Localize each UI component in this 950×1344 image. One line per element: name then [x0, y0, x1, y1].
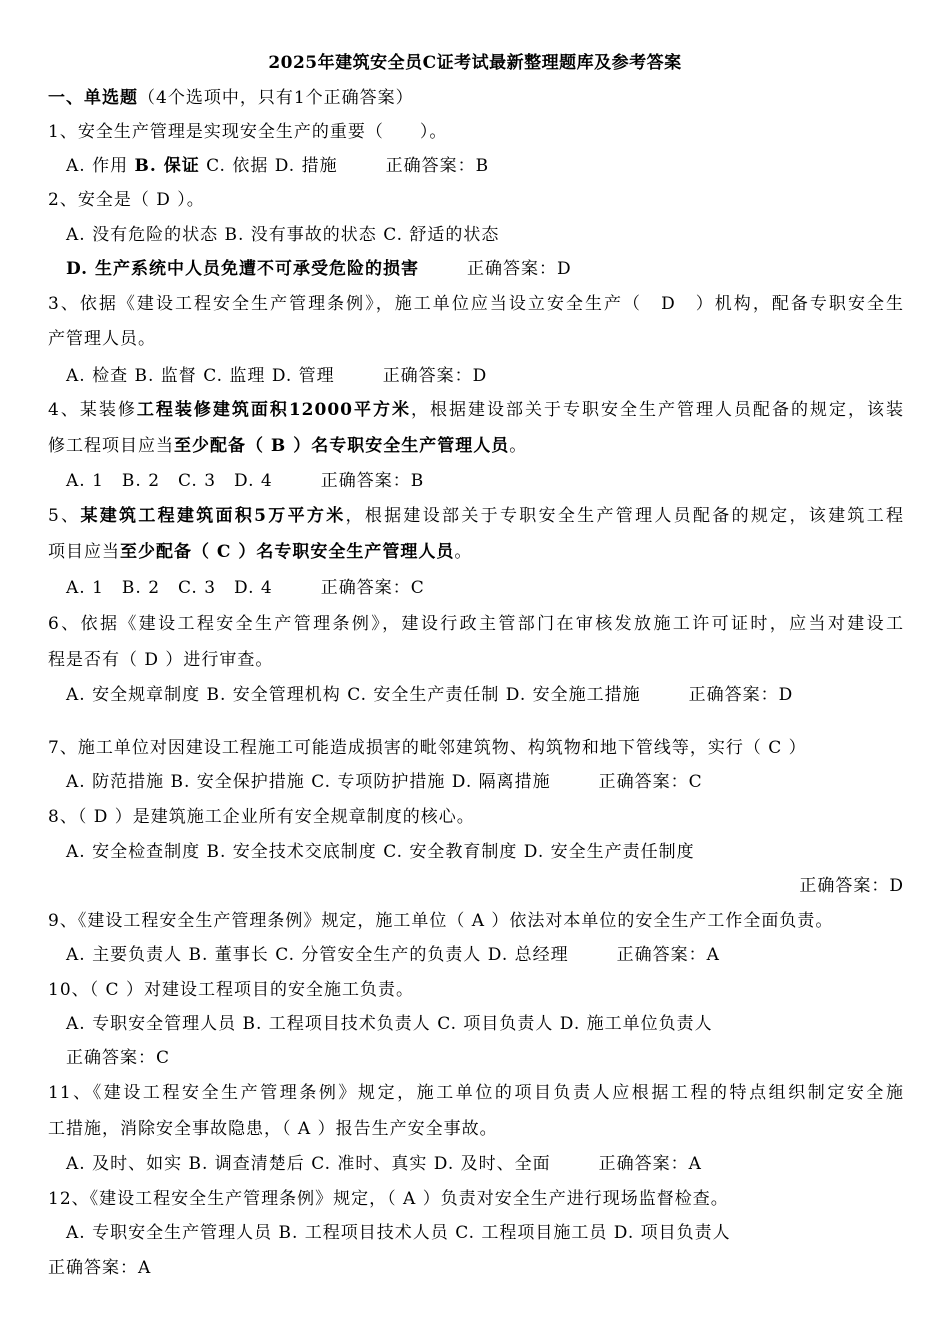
question-4-emphasis: 工程装修建筑面积12000平方米: [136, 400, 411, 420]
question-11-line-2: 工措施，消除安全事故隐患，（ A ）报告生产安全事故。: [48, 1119, 498, 1139]
question-9-options: [66, 944, 904, 966]
options: A. 及时、如实 B. 调查清楚后 C. 准时、真实 D. 及时、全面: [66, 1154, 551, 1174]
option-a: A. 检查: [66, 366, 129, 386]
question-5-line-1: [48, 505, 904, 527]
options: A. 1 B. 2 C. 3 D. 4: [66, 578, 273, 598]
question-1-options: [66, 155, 904, 177]
answer-1: 正确答案：B: [385, 156, 490, 176]
option-c: C. 监理: [203, 366, 266, 386]
question-2-options: [66, 224, 904, 246]
options: A. 主要负责人 B. 董事长 C. 分管安全生产的负责人 D. 总经理: [66, 945, 569, 965]
question-6-line-1: 6、依据《建设工程安全生产管理条例》，建设行政主管部门在审核发放施工许可证时，应当对建设工: [48, 614, 904, 634]
question-8-options: A. 安全检查制度 B. 安全技术交底制度 C. 安全教育制度 D. 安全生产责任制度: [66, 842, 695, 862]
question-8: 8、（ D ）是建筑施工企业所有安全规章制度的核心。: [48, 807, 475, 827]
question-6-line-2: 程是否有（ D ）进行审查。: [48, 650, 274, 670]
question-2: 2、安全是（ D ）。: [48, 190, 205, 210]
question-4-emphasis: 至少配备（ B ）名专职安全生产管理人员: [174, 436, 510, 456]
question-10-options: A. 专职安全管理人员 B. 工程项目技术负责人 C. 项目负责人 D. 施工单位负责人: [66, 1014, 713, 1034]
question-5-emphasis: 某建筑工程建筑面积5万平方米: [80, 506, 346, 526]
section-heading-label: 一、单选题: [48, 88, 138, 108]
options: A. 安全规章制度 B. 安全管理机构 C. 安全生产责任制 D. 安全施工措施: [66, 685, 641, 705]
question-7-options: [66, 771, 904, 793]
section-heading-note: （4个选项中，只有1个正确答案）: [138, 88, 414, 108]
question-7: 7、施工单位对因建设工程施工可能造成损害的毗邻建筑物、构筑物和地下管线等，实行（ C ）: [48, 738, 807, 758]
option-a: A. 没有危险的状态: [66, 225, 219, 245]
option-c: C. 舒适的状态: [383, 225, 500, 245]
option-b: B. 监督: [134, 366, 197, 386]
question-4-text: ，根据建设部关于专职安全生产管理人员配备的规定，该装: [410, 400, 904, 420]
question-4-line-1: [48, 399, 904, 421]
answer-7: 正确答案：C: [598, 772, 703, 792]
question-3-options: [66, 365, 904, 387]
question-12: 12、《建设工程安全生产管理条例》规定，（ A ）负责对安全生产进行现场监督检查。: [48, 1189, 729, 1209]
question-3-line-1: 3、依据《建设工程安全生产管理条例》，施工单位应当设立安全生产（ D ）机构，配备专职安全生: [48, 294, 904, 314]
question-11-options: [66, 1153, 904, 1175]
question-1: 1、安全生产管理是实现安全生产的重要（ ）。: [48, 122, 448, 142]
question-6-options: [66, 684, 904, 706]
option-c: C. 依据: [206, 156, 269, 176]
answer-10: 正确答案：C: [66, 1048, 171, 1068]
options: A. 1 B. 2 C. 3 D. 4: [66, 471, 273, 491]
question-4-text: 修工程项目应当: [48, 436, 174, 456]
question-5-text: 5、: [48, 506, 81, 526]
question-5-line-2: [48, 541, 904, 563]
option-d: D. 生产系统中人员免遭不可承受危险的损害: [66, 259, 419, 279]
answer-2: 正确答案：D: [466, 259, 572, 279]
answer-11: 正确答案：A: [598, 1154, 702, 1174]
question-5-emphasis: 至少配备（ C ）名专职安全生产管理人员: [120, 542, 455, 562]
question-11-line-1: 11、《建设工程安全生产管理条例》规定，施工单位的项目负责人应根据工程的特点组织制定安全施: [48, 1083, 904, 1103]
question-5-options: [66, 577, 904, 599]
answer-8: 正确答案：D: [799, 876, 904, 896]
question-3-line-2: 产管理人员。: [48, 329, 156, 349]
option-d: D. 管理: [271, 366, 335, 386]
answer-6: 正确答案：D: [688, 685, 794, 705]
question-5-text: 。: [454, 542, 473, 562]
question-9: 9、《建设工程安全生产管理条例》规定，施工单位（ A ）依法对本单位的安全生产工作全面负责。: [48, 911, 834, 931]
question-4-text: 。: [509, 436, 528, 456]
section-heading: [48, 87, 904, 109]
options: A. 防范措施 B. 安全保护措施 C. 专项防护措施 D. 隔离措施: [66, 772, 551, 792]
question-5-text: 项目应当: [48, 542, 120, 562]
question-2-options-cont: [66, 258, 904, 280]
answer-5: 正确答案：C: [320, 578, 425, 598]
answer-12: 正确答案：A: [48, 1258, 152, 1278]
question-12-options: A. 专职安全生产管理人员 B. 工程项目技术人员 C. 工程项目施工员 D. 项目负责人: [66, 1223, 731, 1243]
option-b: B. 没有事故的状态: [224, 225, 377, 245]
option-a: A. 作用: [66, 156, 129, 176]
question-4-options: [66, 470, 904, 492]
question-10: 10、（ C ）对建设工程项目的安全施工负责。: [48, 980, 414, 1000]
question-5-text: ，根据建设部关于专职安全生产管理人员配备的规定，该建筑工程: [345, 506, 905, 526]
answer-3: 正确答案：D: [382, 366, 488, 386]
document-title: 2025年建筑安全员C证考试最新整理题库及参考答案: [268, 53, 682, 73]
answer-4: 正确答案：B: [320, 471, 425, 491]
option-b: B. 保证: [134, 156, 200, 176]
answer-9: 正确答案：A: [616, 945, 720, 965]
question-4-text: 4、某装修: [48, 400, 137, 420]
option-d: D. 措施: [274, 156, 338, 176]
question-4-line-2: [48, 435, 904, 457]
